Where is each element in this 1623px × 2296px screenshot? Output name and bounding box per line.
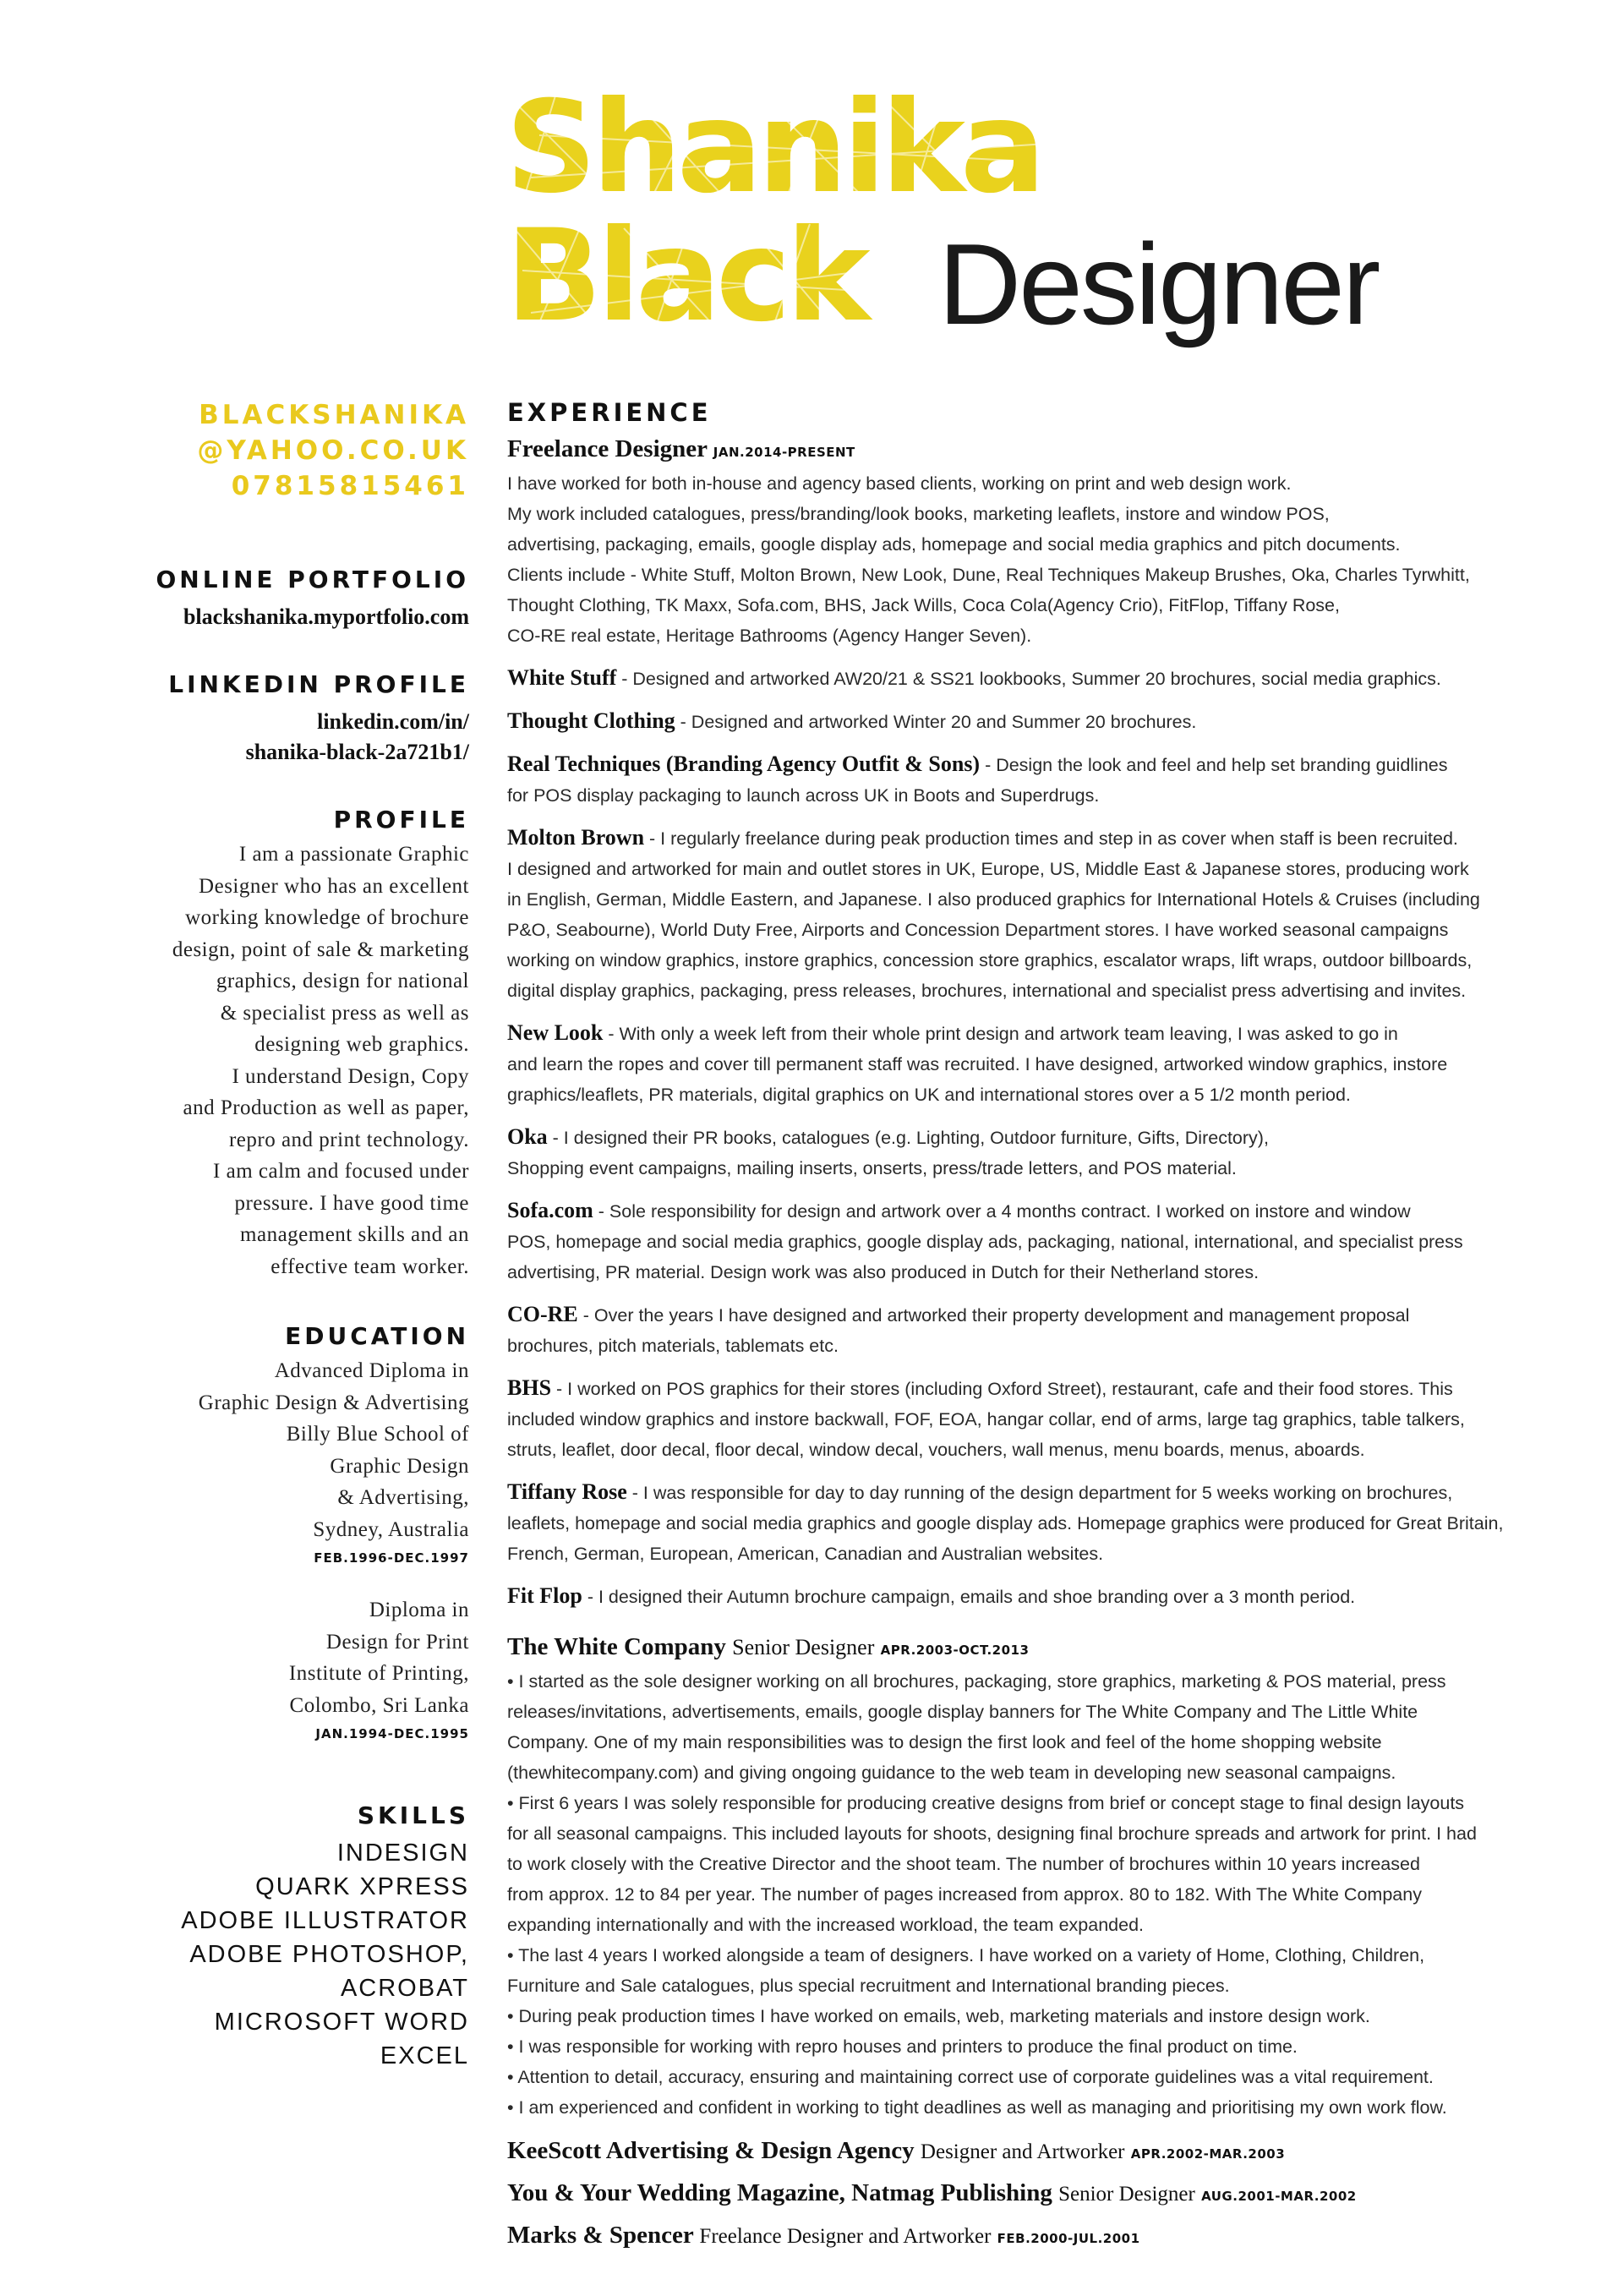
first-name: Shanika [505,74,1041,221]
client-line: - I was responsible for day to day running of the design department for 5 weeks working on brochures, [626,1483,1453,1503]
profile-line: graphics, design for national [216,970,469,992]
white-company-date: APR.2003-OCT.2013 [880,1643,1030,1658]
skills-list [76,1836,469,2073]
intro-line: Clients include - White Stuff, Molton Brown, New Look, Dune, Real Techniques Makeup Brushes, Oka, Charles Tyrwhitt, [507,565,1470,585]
education-section [76,1321,469,1747]
profile-line: working knowledge of brochure [185,906,469,929]
description-line: • Attention to detail, accuracy, ensuring and maintaining correct use of corporate guidelines was a vital requirement. [507,2067,1434,2087]
profile-line: effective team worker. [270,1255,469,1278]
client-sofa-com [507,1195,1564,1287]
client-line: digital display graphics, packaging, press releases, brochures, international and specialist press advertising and invites. [507,981,1467,1001]
skill-item: EXCEL [380,2042,469,2069]
previous-role [507,2131,1564,2173]
phone-number[interactable]: 07815815461 [231,471,469,501]
education-line: Sydney, Australia [313,1517,469,1541]
previous-company: You & Your Wedding Magazine, Natmag Publishing [507,2179,1052,2206]
profile-heading: PROFILE [333,806,469,834]
client-name: Molton Brown [507,825,645,850]
client-line: POS, homepage and social media graphics, google display ads, packaging, national, international, and specialist press [507,1232,1463,1252]
description-line: • During peak production times I have worked on emails, web, marketing materials and instore design work. [507,2006,1370,2026]
client-name: Tiffany Rose [507,1479,627,1504]
freelance-intro [507,468,1564,651]
description-line: Company. One of my main responsibilities was to design the first look and feel of the home shopping website [507,1732,1382,1752]
education-line: Colombo, Sri Lanka [289,1693,469,1717]
client-line: working on window graphics, instore graphics, concession store graphics, escalator wraps, lift wraps, outdoor billboards, [507,950,1473,970]
client-line: P&O, Seabourne), World Duty Free, Airports and Concession Department stores. I have worked seasonal campaigns [507,920,1449,940]
skill-item: MICROSOFT WORD [214,2009,469,2036]
client-molton-brown [507,823,1564,1006]
previous-role-title: Freelance Designer and Artworker [699,2225,992,2248]
client-line: Shopping event campaigns, mailing inserts, onserts, press/trade letters, and POS material. [507,1158,1237,1178]
job-title-heading: Designer [938,220,1379,348]
client-line: leaflets, homepage and social media graphics and google display ads. Homepage graphics were produced for Great Britain, [507,1513,1504,1533]
client-line: French, German, European, American, Canadian and Australian websites. [507,1544,1104,1564]
previous-date: FEB.2000-JUL.2001 [997,2231,1140,2246]
skill-item: ADOBE PHOTOSHOP, [189,1941,469,1968]
education-line: Diploma in [369,1599,469,1621]
client-thought-clothing [507,706,1564,737]
client-line: - I regularly freelance during peak production times and step in as cover when staff is been recruited. [644,828,1458,849]
client-name: Real Techniques (Branding Agency Outfit & Sons) [507,752,981,776]
linkedin-link-line-2[interactable]: shanika-black-2a721b1/ [245,740,469,764]
description-line: • I started as the sole designer working on all brochures, packaging, store graphics, marketing & POS material, press [507,1671,1446,1692]
white-company-title-row [507,1631,1564,1666]
client-line: - Sole responsibility for design and artwork over a 4 months contract. I worked on instore and window [593,1201,1411,1222]
intro-line: advertising, packaging, emails, google display ads, homepage and social media graphics and pitch documents. [507,534,1401,555]
freelance-date: JAN.2014-PRESENT [713,445,855,460]
description-line: • The last 4 years I worked alongside a team of designers. I have worked on a variety of Home, Clothing, Children, [507,1945,1425,1965]
client-line: - I worked on POS graphics for their stores (including Oxford Street), restaurant, cafe and their food stores. This [551,1379,1453,1399]
client-name: Oka [507,1124,548,1149]
client-name: New Look [507,1020,604,1045]
intro-line: Thought Clothing, TK Maxx, Sofa.com, BHS, Jack Wills, Coca Cola(Agency Crio), FitFlop, Tiffany Rose, [507,595,1340,615]
client-fit-flop [507,1581,1564,1612]
profile-line: I am calm and focused under [213,1160,469,1183]
client-name: White Stuff [507,665,617,690]
skill-item: ADOBE ILLUSTRATOR [181,1907,469,1934]
client-line: - I designed their Autumn brochure campaign, emails and shoe branding over a 3 month period. [582,1587,1356,1607]
description-line: to work closely with the Creative Director and the shoot team. The number of brochures within 10 years increased [507,1854,1420,1874]
profile-line: I am a passionate Graphic [238,843,469,866]
white-company-role: Senior Designer [732,1635,875,1659]
profile-text [76,839,469,1282]
education-line: Billy Blue School of [286,1423,469,1446]
education-date: JAN.1994-DEC.1995 [315,1726,469,1741]
client-line: brochures, pitch materials, tablemats etc. [507,1336,839,1356]
previous-date: APR.2002-MAR.2003 [1130,2146,1286,2162]
previous-role-title: Senior Designer [1058,2183,1195,2206]
previous-role [507,2216,1564,2258]
description-line: • I was responsible for working with repro houses and printers to produce the final product on time. [507,2036,1298,2057]
resume-header [505,74,1520,364]
profile-line: management skills and an [240,1223,469,1246]
previous-role [507,2173,1564,2216]
white-company-section [507,1631,1564,2123]
client-name: CO-RE [507,1302,578,1326]
linkedin-section [76,670,469,768]
description-line: for all seasonal campaigns. This included layouts for shoots, designing final brochure spreads and artwork for print. I had [507,1823,1477,1844]
client-name: Sofa.com [507,1198,593,1222]
client-line: - I designed their PR books, catalogues (e.g. Lighting, Outdoor furniture, Gifts, Directory), [547,1128,1269,1148]
client-tiffany-rose [507,1477,1564,1569]
profile-line: design, point of sale & marketing [172,938,469,961]
client-line: advertising, PR material. Design work was also produced in Dutch for their Netherland stores. [507,1262,1260,1282]
skill-item: QUARK XPRESS [255,1873,469,1900]
client-line: and learn the ropes and cover till permanent staff was recruited. I have designed, artworked window graphics, instore [507,1054,1448,1074]
client-line: included window graphics and instore backwall, FOF, EOA, hangar collar, end of arms, large tag graphics, table talkers, [507,1409,1465,1430]
white-company-name: The White Company [507,1633,726,1660]
last-name: Black [505,203,866,350]
profile-section [76,805,469,1282]
portfolio-link[interactable]: blackshanika.myportfolio.com [183,604,469,629]
description-line: expanding internationally and with the increased workload, the team expanded. [507,1915,1144,1935]
education-line: Graphic Design & Advertising [198,1391,469,1414]
freelance-title: Freelance Designer [507,435,708,462]
profile-line: designing web graphics. [254,1033,469,1056]
client-name: Thought Clothing [507,708,675,733]
education-date: FEB.1996-DEC.1997 [314,1550,469,1566]
education-line: Design for Print [325,1630,469,1654]
previous-roles [507,2131,1564,2258]
client-line: in English, German, Middle Eastern, and Japanese. I also produced graphics for International Hotels & Cruises (including [507,889,1480,910]
client-white-stuff [507,663,1564,694]
education-entry [76,1594,469,1747]
intro-line: My work included catalogues, press/branding/look books, marketing leaflets, instore and window POS, [507,504,1330,524]
linkedin-link-line-1[interactable]: linkedin.com/in/ [317,709,469,734]
education-line: Advanced Diploma in [274,1359,469,1382]
freelance-section [507,433,1564,1612]
client-real-techniques [507,749,1564,811]
freelance-title-row [507,433,1564,468]
profile-line: I understand Design, Copy [232,1064,469,1088]
client-oka [507,1122,1564,1184]
skills-heading: SKILLS [357,1801,469,1829]
client-line: - Designed and artworked Winter 20 and Summer 20 brochures. [675,712,1197,732]
experience-column [507,397,1564,2258]
intro-line: I have worked for both in-house and agency based clients, working on print and web design work. [507,473,1292,494]
description-line: from approx. 12 to 84 per year. The number of pages increased from approx. 80 to 182. With The White Company [507,1884,1422,1905]
previous-company: Marks & Spencer [507,2222,694,2249]
client-line: - With only a week left from their whole print design and artwork team leaving, I was asked to go in [603,1024,1398,1044]
portfolio-heading: ONLINE PORTFOLIO [156,566,469,593]
client-name: Fit Flop [507,1583,582,1608]
email-line-1[interactable]: BLACKSHANIKA [199,400,469,430]
client-line: - Designed and artworked AW20/21 & SS21 lookbooks, Summer 20 brochures, social media graphics. [616,669,1441,689]
intro-line: CO-RE real estate, Heritage Bathrooms (Agency Hanger Seven). [507,626,1032,646]
description-line: releases/invitations, advertisements, emails, google display banners for The White Company and The Little White [507,1702,1418,1722]
education-line: Graphic Design [330,1454,469,1478]
skill-item: ACROBAT [340,1975,469,2002]
education-line: & Advertising, [337,1486,469,1509]
profile-line: pressure. I have good time [234,1191,469,1215]
client-line: - Over the years I have designed and artworked their property development and management proposal [577,1305,1410,1326]
client-line: - Design the look and feel and help set branding guidlines [980,755,1448,775]
linkedin-heading: LINKEDIN PROFILE [168,670,469,698]
sidebar [76,397,469,2073]
education-heading: EDUCATION [285,1322,469,1350]
previous-company: KeeScott Advertising & Design Agency [507,2137,915,2164]
description-line: Furniture and Sale catalogues, plus special recruitment and International branding pieces. [507,1976,1230,1996]
client-line: for POS display packaging to launch across UK in Boots and Superdrugs. [507,785,1100,806]
description-line: • I am experienced and confident in working to tight deadlines as well as managing and prioritising my own work flow. [507,2097,1447,2118]
education-line: Institute of Printing, [288,1662,469,1685]
portfolio-section [76,565,469,632]
previous-role-title: Designer and Artworker [920,2140,1125,2163]
client-new-look [507,1018,1564,1110]
client-co-re [507,1299,1564,1361]
education-entry [76,1355,469,1571]
experience-heading: EXPERIENCE [507,398,712,427]
client-bhs [507,1373,1564,1465]
white-company-description [507,1666,1564,2123]
previous-date: AUG.2001-MAR.2002 [1201,2189,1357,2204]
skill-item: INDESIGN [336,1840,469,1867]
description-line: (thewhitecompany.com) and giving ongoing guidance to the web team in developing new seasonal campaigns. [507,1763,1396,1783]
profile-line: & specialist press as well as [220,1001,469,1025]
profile-line: Designer who has an excellent [199,874,469,898]
description-line: • First 6 years I was solely responsible for producing creative designs from brief or concept stage to final design layouts [507,1793,1465,1813]
email-line-2[interactable]: @YAHOO.CO.UK [197,435,469,466]
client-line: graphics/leaflets, PR materials, digital graphics on UK and international stores over a 5 1/2 month period. [507,1085,1351,1105]
client-line: struts, leaflet, door decal, floor decal, window decal, vouchers, wall menus, menu boards, menus, aboards. [507,1440,1365,1460]
client-name: BHS [507,1375,552,1400]
profile-line: and Production as well as paper, [183,1096,469,1119]
profile-line: repro and print technology. [228,1128,469,1151]
client-line: I designed and artworked for main and outlet stores in UK, Europe, US, Middle East & Japanese stores, producing work [507,859,1469,879]
skills-section [76,1801,469,2073]
contact-block [76,397,469,504]
